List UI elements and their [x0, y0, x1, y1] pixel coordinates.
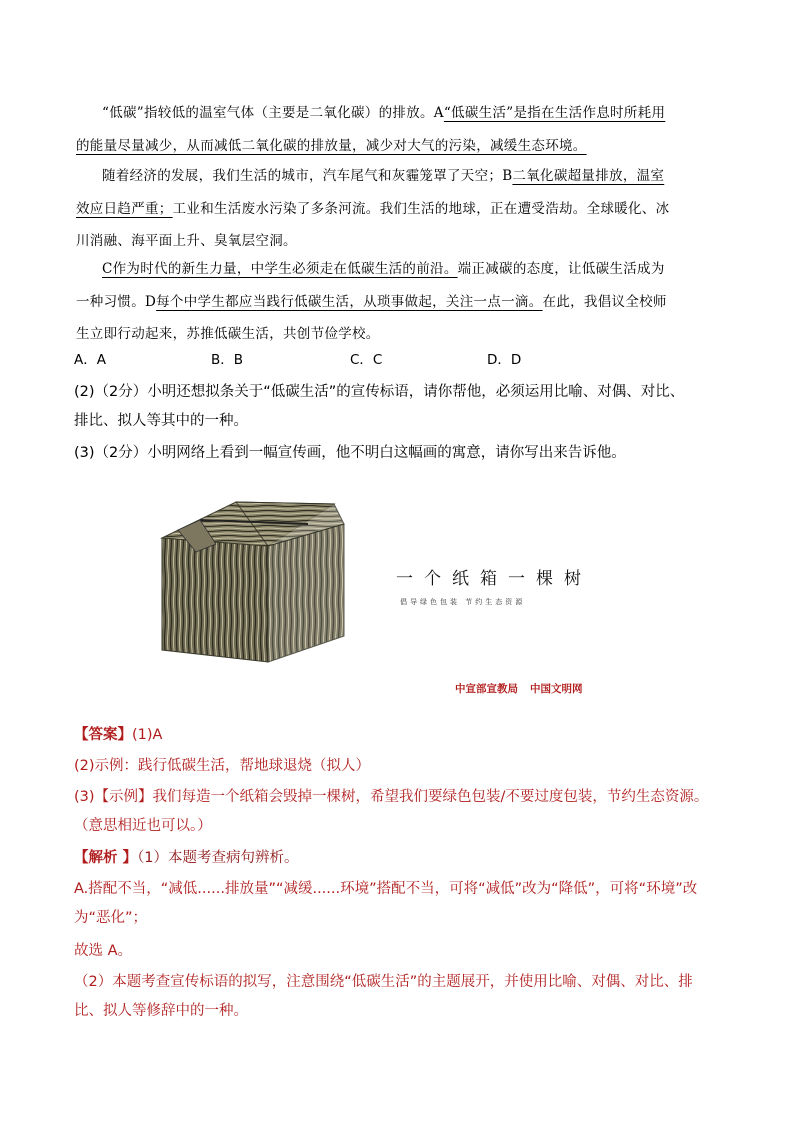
- slogan-char: 箱: [480, 569, 497, 589]
- slogan-char: 棵: [536, 569, 553, 589]
- answer-label: 【答案】: [74, 727, 132, 743]
- answer-1: (1)A: [132, 727, 163, 743]
- slogan-char: 树: [564, 569, 581, 589]
- answer-3-text: 我们每造一个纸箱会毁掉一棵树，希望我们要绿色包装/不要过度包装，节约生态资源。（意思相近也可以。）: [74, 789, 709, 834]
- poster-credit: [455, 681, 583, 696]
- underlined-sentence-a: “低碳生活”是指在生活作息时所耗用的能量尽量减少，从而减低二氧化碳的排放量，减少对大气的污染，减缓生态环境。: [76, 105, 666, 154]
- wood-box-illustration: [158, 490, 358, 665]
- passage-text: “低碳”指较低的温室气体（主要是二氧化碳）的排放。A: [102, 105, 444, 121]
- answer-3-prefix: (3)【示例】: [74, 789, 153, 805]
- slogan-char: 一: [396, 569, 413, 589]
- answer-3: [74, 783, 714, 841]
- credit-website: 中国文明网: [530, 683, 583, 695]
- passage-paragraph-2: [76, 160, 676, 258]
- slogan-char: 个: [424, 569, 441, 589]
- passage-text: 随着经济的发展，我们生活的城市，汽车尾气和灰霾笼罩了天空；B: [102, 168, 513, 184]
- answer-line-1: [74, 721, 714, 750]
- answer-options: [74, 347, 674, 373]
- underlined-sentence-c: C作为时代的新生力量，中学生必须走在低碳生活的前沿。: [102, 261, 458, 277]
- slogan-char: 一: [508, 569, 525, 589]
- option-c: C．C: [350, 352, 383, 368]
- analysis-3: 故选 A。: [74, 943, 133, 959]
- analysis-label: 【解析 】: [74, 850, 138, 866]
- analysis-4: （2）本题考查宣传标语的拟写，注意围绕“低碳生活”的主题展开，并使用比喻、对偶、对比、排比、拟人等修辞中的一种。: [74, 974, 693, 1019]
- poster-slogan: [396, 566, 596, 594]
- poster-subtitle: 倡导绿色包装 节约生态资源: [400, 598, 526, 606]
- passage-text: 工业和生活废水污染了多条河流。我们生活的地球，正在遭受浩劫。全球暖化、冰川消融、海平面上升、臭氧层空洞。: [76, 200, 670, 249]
- underlined-sentence-d: 每个中学生都应当践行低碳生活，从琐事做起，关注一点一滴。: [156, 293, 543, 310]
- passage-text: 在此，我倡议全校师生立即行动起来，苏推低碳生活，共创节俭学校。: [76, 293, 667, 342]
- passage-text: 端正减碳的态度，让低碳生活成为一种习惯。D: [76, 261, 665, 310]
- option-b: B．B: [211, 352, 244, 368]
- analysis-2: A.搭配不当，“减低......排放量”“减缓......环境”搭配不当，可将“减低”改为“降低”，可将“环境”改为“恶化”；: [74, 881, 698, 926]
- question-2: (2)（2分）小明还想拟条关于“低碳生活”的宣传标语，请你帮他，必须运用比喻、对偶、对比、排比、拟人等其中的一种。: [74, 384, 685, 429]
- credit-publisher: 中宣部宣教局: [455, 683, 518, 695]
- option-d: D．D: [487, 352, 522, 368]
- slogan-char: 纸: [452, 569, 469, 589]
- poster-image: [158, 490, 628, 665]
- answer-2: (2)示例：践行低碳生活，帮地球退烧（拟人）: [74, 758, 371, 774]
- passage-paragraph-3: [76, 253, 676, 351]
- option-a: A．A: [74, 352, 106, 368]
- question-3: (3)（2分）小明网络上看到一幅宣传画，他不明白这幅画的寓意，请你写出来告诉他。: [74, 445, 626, 461]
- analysis-1: （1）本题考查病句辨析。: [137, 850, 299, 866]
- analysis-line-1: [74, 844, 714, 873]
- passage-paragraph-1: [76, 97, 676, 162]
- underlined-sentence-b: 二氧化碳超量排放，温室效应日趋严重；: [76, 168, 665, 217]
